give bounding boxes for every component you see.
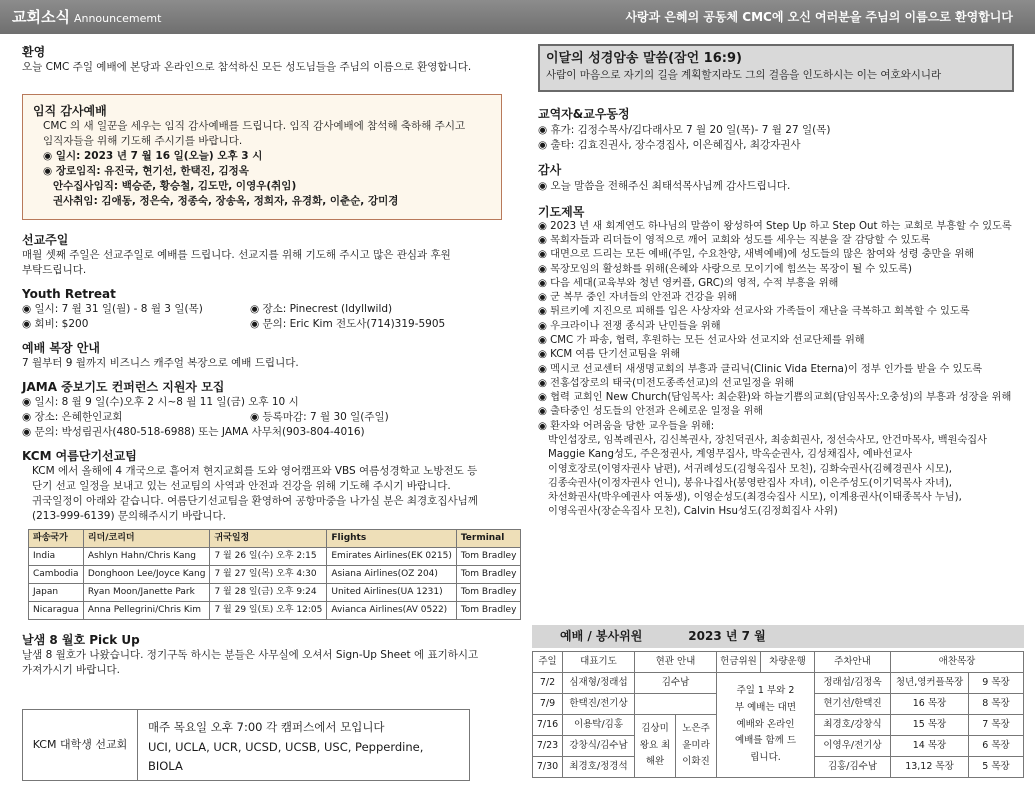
header-bar [0, 0, 1035, 34]
table-row [533, 673, 1024, 694]
patient-line: 김종숙권사(이정자권사 언니), 봉유나집사(봉영란집사 자녀), 이은주성도(이기덕목사 자녀), [548, 477, 953, 489]
patient-line: 차선화권사(박우예권사 여동생), 이영순성도(최경숙집사 시모), 이계용권사(이태종목사 누님), [548, 492, 962, 504]
table-cell: 8 목장 [969, 694, 1024, 715]
col-header: 헌금위원 [717, 652, 761, 673]
youth-fee: ◉ 회비: $200 [22, 317, 89, 330]
table-cell: 13,12 목장 [891, 757, 969, 778]
col-header: 대표기도 [563, 652, 635, 673]
ordination-date: ◉ 일시: 2023 년 7 월 16 일(오늘) 오후 3 시 [43, 150, 263, 163]
table-cell [635, 694, 717, 715]
service-duty-section [532, 625, 1024, 778]
college-ministry-name: KCM 대학생 선교회 [23, 710, 138, 780]
table-row [29, 547, 521, 565]
list-item: ◉ 군 복무 중인 자녀들의 안전과 건강을 위해 [538, 292, 737, 304]
thanks-text: ◉ 오늘 말씀을 전해주신 최태석목사님께 감사드립니다. [538, 179, 791, 192]
table-cell: 9 목장 [969, 673, 1024, 694]
table-cell: 16 목장 [891, 694, 969, 715]
college-ministry-details [138, 710, 469, 780]
table-cell: United Airlines(UA 1231) [327, 583, 456, 601]
table-cell: 심재형/정래섭 [563, 673, 635, 694]
jama-place: ◉ 장소: 은혜한인교회 [22, 410, 123, 423]
college-meeting-time: 매주 목요일 오후 7:00 각 캠퍼스에서 모입니다 [147, 720, 385, 734]
list-item: ◉ 멕시코 선교센터 새생명교회의 부흥과 클리닉(Clinic Vida Eterna)이 정부 인가를 받을 수 있도록 [538, 363, 983, 375]
thanks-heading: 감사 [538, 163, 562, 178]
youth-date: ◉ 일시: 7 월 31 일(월) - 8 월 3 일(목) [22, 302, 203, 315]
table-cell: Avianca Airlines(AV 0522) [327, 601, 456, 619]
col-header: 주차안내 [815, 652, 891, 673]
college-ministry-box [22, 709, 470, 781]
jama-heading: JAMA 중보기도 컨퍼런스 지원자 모집 [22, 379, 225, 394]
kcm-text-1: KCM 에서 올해에 4 개국으로 흩어져 현지교회를 도와 영어캠프와 VBS 여름성경학교 노방전도 등 [32, 464, 478, 477]
jama-row [22, 410, 502, 425]
list-item: ◉ 목회자들과 리더들이 영적으로 깨어 교회와 성도를 세우는 직분을 잘 감당할 수 있도록 [538, 235, 931, 247]
col-header: 주일 [533, 652, 563, 673]
table-cell: 7 월 27 일(목) 오후 4:30 [210, 565, 327, 583]
ordination-text-1: CMC 의 새 일꾼을 세우는 임직 감사예배를 드립니다. 임직 감사예배에 참석해 축하해 주시고 [43, 120, 466, 133]
usher-group-b: 노은주 윤미라 이화진 [676, 715, 717, 778]
youth-contact: ◉ 문의: Eric Kim 전도사(714)319-5905 [250, 317, 446, 330]
col-header: 애찬목장 [891, 652, 1024, 673]
kcm-col-header: 파송국가 [29, 529, 84, 547]
service-duty-title-bar [532, 625, 1024, 648]
list-item: ◉ 출타중인 성도들의 안전과 은혜로운 일정을 위해 [538, 406, 764, 418]
table-cell: 15 목장 [891, 715, 969, 736]
table-cell: 정래섭/김정옥 [815, 673, 891, 694]
service-duty-title: 예배 / 봉사위원 [560, 629, 643, 643]
table-cell: 김홍/김수남 [815, 757, 891, 778]
table-cell: 14 목장 [891, 736, 969, 757]
table-cell: 김수남 [635, 673, 717, 694]
table-cell: 6 목장 [969, 736, 1024, 757]
table-cell: 5 목장 [969, 757, 1024, 778]
prayer-heading: 기도제목 [538, 204, 585, 219]
staff-vacation: ◉ 휴가: 김정수목사/김다래사모 7 월 20 일(목)- 7 월 27 일(목) [538, 123, 831, 136]
list-item: ◉ 튀르키예 지진으로 피해를 입은 사상자와 선교사와 가족들이 재난을 극복하고 회복할 수 있도록 [538, 306, 970, 318]
table-row [29, 583, 521, 601]
jama-date: ◉ 일시: 8 월 9 일(수)오후 2 시~8 월 11 일(금) 오후 10 시 [22, 396, 299, 408]
staff-heading: 교역자&교우동정 [538, 107, 630, 122]
table-cell: 최경호/정경석 [563, 757, 635, 778]
table-cell: Anna Pellegrini/Chris Kim [83, 601, 210, 619]
pickup-text-1: 날샘 8 월호가 나왔습니다. 정기구독 하시는 분들은 사무실에 오셔서 Sign-Up Sheet 에 표기하시고 [22, 648, 479, 661]
page-title [12, 7, 161, 28]
table-cell: 7 월 29 일(토) 오후 12:05 [210, 601, 327, 619]
duty-table-header [533, 652, 1024, 673]
title-ko: 교회소식 [12, 8, 70, 26]
table-cell: Cambodia [29, 565, 84, 583]
table-cell: Donghoon Lee/Joyce Kang [83, 565, 210, 583]
service-duty-table [532, 651, 1024, 778]
ordination-deacons: 안수집사임직: 백승준, 황승철, 김도만, 이영우(취임) [53, 179, 297, 192]
youth-place: ◉ 장소: Pinecrest (Idyllwild) [250, 302, 393, 315]
left-column [0, 34, 517, 678]
kcm-heading: KCM 여름단기선교팀 [22, 448, 137, 463]
ordination-heading: 임직 감사예배 [33, 104, 107, 119]
table-cell: 이용탁/김홍 [563, 715, 635, 736]
list-item: ◉ 목장모임의 활성화를 위해(은혜와 사랑으로 모이기에 힘쓰는 목장이 될 수 있도록) [538, 263, 912, 275]
list-item: ◉ 대면으로 드리는 모든 예배(주일, 수요찬양, 새벽예배)에 성도들의 많은 참여와 성령 충만을 위해 [538, 249, 975, 261]
table-cell: Tom Bradley [456, 565, 521, 583]
memory-verse-box [538, 44, 1014, 92]
mission-sunday-heading: 선교주일 [22, 232, 69, 247]
jama-contact: ◉ 문의: 박성림권사(480-518-6988) 또는 JAMA 사무처(903-804-4016) [22, 425, 365, 438]
ordination-kwonsa: 권사취임: 김애동, 정은숙, 정종숙, 장송옥, 정희자, 유경화, 이춘순, 강미경 [53, 194, 399, 207]
merged-note-cell: 주일 1 부와 2 부 예배는 대면예배와 온라인예배를 함께 드립니다. [717, 673, 815, 778]
table-cell: Emirates Airlines(EK 0215) [327, 547, 456, 565]
list-item: ◉ 환자와 어려움을 당한 교우들을 위해: [538, 420, 715, 432]
list-item: ◉ 협력 교회인 New Church(담임목사: 최순환)와 하늘기쁨의교회(담임목사:오충성)의 부흥과 성장을 위해 [538, 392, 1012, 404]
title-en: Announcememt [73, 12, 162, 25]
table-cell: 7/2 [533, 673, 563, 694]
kcm-col-header: Terminal [456, 529, 521, 547]
table-cell: Ashlyn Hahn/Chris Kang [83, 547, 210, 565]
mission-sunday-text-1: 매월 셋째 주일은 선교주일로 예배를 드립니다. 선교지를 위해 기도해 주시고 많은 관심과 후원 [22, 248, 451, 261]
table-cell: 강창식/김수남 [563, 736, 635, 757]
table-cell: 7 목장 [969, 715, 1024, 736]
memory-verse-text: 사람이 마음으로 자기의 길을 계획할지라도 그의 걸음을 인도하시는 이는 여호와시니라 [546, 68, 942, 81]
list-item: ◉ 우크라이나 전쟁 종식과 난민들을 위해 [538, 320, 721, 332]
col-header: 현관 안내 [635, 652, 717, 673]
youth-row-1 [22, 302, 502, 317]
table-cell: Tom Bradley [456, 601, 521, 619]
staff-away: ◉ 출타: 김효진권사, 장수경집사, 이은혜집사, 최강자권사 [538, 138, 801, 151]
kcm-text-2: 단기 선교 일정을 보내고 있는 선교팀의 사역과 안전과 건강을 위해 기도해 주시기 바랍니다. [32, 479, 451, 492]
table-cell: 현기선/한택진 [815, 694, 891, 715]
table-cell: 최경호/강창식 [815, 715, 891, 736]
table-cell: India [29, 547, 84, 565]
welcome-heading: 환영 [22, 45, 46, 59]
table-row [29, 565, 521, 583]
table-cell: Tom Bradley [456, 583, 521, 601]
jama-deadline: ◉ 등록마감: 7 월 30 일(주일) [250, 410, 389, 423]
table-cell: 7/9 [533, 694, 563, 715]
pickup-text-2: 가져가시기 바랍니다. [22, 663, 120, 676]
youth-row-2 [22, 317, 502, 332]
college-campus-list: UCI, UCLA, UCR, UCSD, UCSB, USC, Pepperdine, BIOLA [147, 739, 424, 774]
ordination-text-2: 임직자들을 위해 기도해 주시기를 바랍니다. [43, 135, 243, 148]
pickup-heading: 날샘 8 월호 Pick Up [22, 632, 140, 647]
patient-line: 이영옥권사(장순옥집사 모친), Calvin Hsu성도(김정희집사 사위) [548, 506, 838, 518]
dress-text: 7 월부터 9 월까지 비즈니스 캐주얼 복장으로 예배 드립니다. [22, 356, 299, 369]
table-cell: 7 월 26 일(수) 오후 2:15 [210, 547, 327, 565]
kcm-schedule-table [28, 529, 521, 620]
kcm-col-header: 리더/코리더 [83, 529, 210, 547]
kcm-col-header: Flights [327, 529, 456, 547]
list-item: ◉ KCM 여름 단기선교팀을 위해 [538, 349, 681, 361]
list-item: ◉ CMC 가 파송, 협력, 후원하는 모든 선교사와 선교지와 선교단체를 위해 [538, 334, 865, 346]
memory-verse-heading: 이달의 성경암송 말씀(잠언 16:9) [546, 51, 742, 66]
table-cell: 7 월 28 일(금) 오후 9:24 [210, 583, 327, 601]
table-cell: Tom Bradley [456, 547, 521, 565]
table-cell: Asiana Airlines(OZ 204) [327, 565, 456, 583]
dress-heading: 예배 복장 안내 [22, 340, 100, 355]
col-header: 차량운행 [761, 652, 815, 673]
table-cell: Ryan Moon/Janette Park [83, 583, 210, 601]
kcm-text-3: 귀국일정이 아래와 같습니다. 여름단기선교팀을 환영하여 공항마중을 나가실 분은 최경호집사님께 [32, 494, 478, 507]
kcm-table-header [29, 529, 521, 547]
youth-heading: Youth Retreat [22, 286, 116, 301]
welcome-banner: 사랑과 은혜의 공동체 CMC에 오신 여러분을 주님의 이름으로 환영합니다 [625, 10, 1013, 24]
ordination-elders: ◉ 장로임직: 유진국, 현기선, 한택진, 김정옥 [43, 165, 249, 177]
kcm-col-header: 귀국일정 [210, 529, 327, 547]
list-item: ◉ 2023 년 새 회계연도 하나님의 말씀이 왕성하여 Step Up 하고 Step Out 하는 교회로 부흥할 수 있도록 [538, 220, 1012, 232]
table-cell: 한택진/전기상 [563, 694, 635, 715]
right-column [520, 34, 1035, 520]
mission-sunday-text-2: 부탁드립니다. [22, 263, 87, 276]
table-cell: 7/30 [533, 757, 563, 778]
patient-list [538, 434, 1023, 520]
service-duty-month: 2023 년 7 월 [688, 629, 766, 643]
welcome-text: 오늘 CMC 주일 예배에 본당과 온라인으로 참석하신 모든 성도님들을 주님의 이름으로 환영합니다. [22, 61, 472, 74]
kcm-text-4: (213-999-6139) 문의해주시기 바랍니다. [32, 509, 227, 522]
table-cell: 이영우/전기상 [815, 736, 891, 757]
table-cell: 청년,영커플목장 [891, 673, 969, 694]
patient-line: 이영호장로(이영자권사 남편), 서귀례성도(김형옥집사 모친), 김화숙권사(김혜경권사 시모), [548, 463, 953, 475]
table-cell: Nicaragua [29, 601, 84, 619]
list-item: ◉ 전홍섭장로의 태국(미전도종족선교)의 선교일정을 위해 [538, 377, 795, 389]
patient-line: Maggie Kang성도, 주은정권사, 계영무집사, 박옥순권사, 김성채집사, 예바선교사 [548, 449, 913, 461]
table-cell: 7/23 [533, 736, 563, 757]
ordination-box [22, 94, 502, 220]
list-item: ◉ 다음 세대(교육부와 청년 영커플, GRC)의 영적, 수적 부흥을 위해 [538, 277, 839, 289]
patient-line: 박인섭장로, 임복례권사, 김신복권사, 장친덕권사, 최송희권사, 정선숙사모, 안건마목사, 백원숙집사 [548, 434, 987, 446]
table-cell: Japan [29, 583, 84, 601]
table-cell: 7/16 [533, 715, 563, 736]
prayer-list [538, 220, 1023, 520]
usher-group-a: 김상미 왕요 최해완 [635, 715, 676, 778]
table-row [29, 601, 521, 619]
